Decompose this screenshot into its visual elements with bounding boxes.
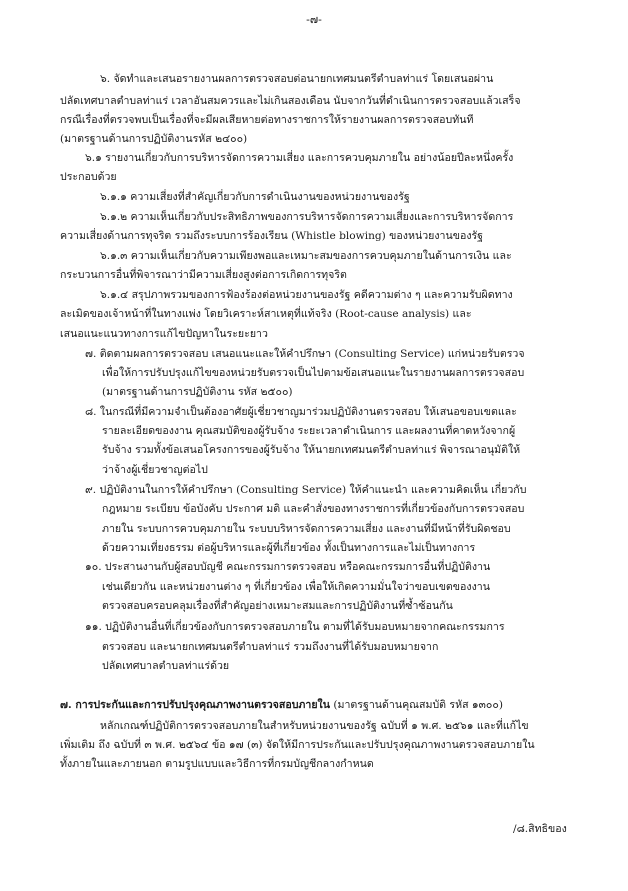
- continuation-footer: /๘.สิทธิของ: [513, 823, 567, 835]
- text-line: ความเสี่ยงด้านการทุจริต รวมถึงระบบการร้องเรียน (Whistle blowing) ของหน่วยงานของรัฐ: [60, 230, 484, 242]
- text-line: เสนอแนะแนวทางการแก้ไขปัญหาในระยะยาว: [60, 328, 268, 340]
- text-line: ภายใน ระบบการควบคุมภายใน ระบบบริหารจัดการความเสี่ยง และงานที่มีหน้าที่รับผิดชอบ: [102, 523, 511, 535]
- text-line: ว่าจ้างผู้เชี่ยวชาญต่อไป: [102, 464, 208, 476]
- text-line: ละเมิดของเจ้าหน้าที่ในทางแพ่ง โดยวิเคราะห์สาเหตุที่แท้จริง (Root-cause analysis) และ: [60, 308, 472, 320]
- text-line: ๑๑. ปฏิบัติงานอื่นที่เกี่ยวข้องกับการตรวจสอบภายใน ตามที่ได้รับมอบหมายจากคณะกรรมการ: [85, 621, 505, 633]
- text-line: รายละเอียดของงาน คุณสมบัติของผู้รับจ้าง ระยะเวลาดำเนินการ และผลงานที่คาดหวังจากผู้: [102, 425, 516, 437]
- text-line: เพิ่มเติม ถึง ฉบับที่ ๓ พ.ศ. ๒๕๖๔ ข้อ ๑๗ (๓) จัดให้มีการประกันและปรับปรุงคุณภาพงานตรวจสอบภายใน: [60, 739, 535, 751]
- text-line: ๖.๑.๑ ความเสี่ยงที่สำคัญเกี่ยวกับการดำเนินงานของหน่วยงานของรัฐ: [100, 191, 410, 203]
- text-line: ๘. ในกรณีที่มีความจำเป็นต้องอาศัยผู้เชี่ยวชาญมาร่วมปฏิบัติงานตรวจสอบ ให้เสนอขอบเขตและ: [85, 406, 517, 418]
- text-line: กฎหมาย ระเบียบ ข้อบังคับ ประกาศ มติ และคำสั่งของทางราชการที่เกี่ยวข้องกับการตรวจสอบ: [102, 503, 525, 515]
- text-line: ด้วยความเที่ยงธรรม ต่อผู้บริหารและผู้ที่เกี่ยวข้อง ทั้งเป็นทางการและไม่เป็นทางการ: [102, 542, 476, 554]
- text-line: ๖.๑.๔ สรุปภาพรวมของการฟ้องร้องต่อหน่วยงานของรัฐ คดีความต่าง ๆ และความรับผิดทาง: [100, 289, 513, 301]
- text-line: ๖.๑ รายงานเกี่ยวกับการบริหารจัดการความเสี่ยง และการควบคุมภายใน อย่างน้อยปีละหนึ่งครั้ง: [85, 152, 514, 164]
- text-line: ตรวจสอบครอบคลุมเรื่องที่สำคัญอย่างเหมาะสมและการปฏิบัติงานที่ซ้ำซ้อนกัน: [102, 600, 453, 612]
- text-line: ปลัดเทศบาลตำบลท่าแร่ เวลาอันสมควรและไม่เกินสองเดือน นับจากวันที่ดำเนินการตรวจสอบแล้วเสร็จ: [60, 95, 521, 107]
- text-line: กรณีเรื่องที่ตรวจพบเป็นเรื่องที่จะมีผลเสียหายต่อทางราชการให้รายงานผลการตรวจสอบทันที: [60, 114, 474, 126]
- text-line: ๖. จัดทำและเสนอรายงานผลการตรวจสอบต่อนายกเทศมนตรีตำบลท่าแร่ โดยเสนอผ่าน: [100, 73, 494, 85]
- text-line: (มาตรฐานด้านการปฏิบัติงานรหัส ๒๔๐๐): [60, 133, 248, 145]
- text-line: ปลัดเทศบาลตำบลท่าแร่ด้วย: [102, 660, 230, 672]
- section-heading-title: ๗. การประกันและการปรับปรุงคุณภาพงานตรวจสอบภายใน: [60, 699, 330, 711]
- text-line: เช่นเดียวกัน และหน่วยงานต่าง ๆ ที่เกี่ยวข้อง เพื่อให้เกิดความมั่นใจว่าขอบเขตของงาน: [102, 581, 490, 593]
- text-line: ตรวจสอบ และนายกเทศมนตรีตำบลท่าแร่ รวมถึงงานที่ได้รับมอบหมายจาก: [102, 641, 439, 653]
- text-line: ๖.๑.๒ ความเห็นเกี่ยวกับประสิทธิภาพของการบริหารจัดการความเสี่ยงและการบริหารจัดการ: [100, 211, 514, 223]
- text-line: รับจ้าง รวมทั้งข้อเสนอโครงการของผู้รับจ้าง ให้นายกเทศมนตรีตำบลท่าแร่ พิจารณาอนุมัติให้: [102, 444, 521, 456]
- text-line: ๙. ปฏิบัติงานในการให้คำปรึกษา (Consulting Service) ให้คำแนะนำ และความคิดเห็น เกี่ยวกับ: [85, 484, 527, 496]
- text-line: ประกอบด้วย: [60, 171, 117, 183]
- section-heading-standard: (มาตรฐานด้านคุณสมบัติ รหัส ๑๓๐๐): [329, 699, 503, 711]
- text-line: กระบวนการอื่นที่พิจารณาว่ามีความเสี่ยงสูงต่อการเกิดการทุจริต: [60, 269, 347, 281]
- section-heading: [60, 698, 503, 712]
- text-line: ทั้งภายในและภายนอก ตามรูปแบบและวิธีการที่กรมบัญชีกลางกำหนด: [60, 758, 374, 770]
- text-line: (มาตรฐานด้านการปฏิบัติงาน รหัส ๒๕๐๐): [102, 386, 293, 398]
- text-line: ๖.๑.๓ ความเห็นเกี่ยวกับความเพียงพอและเหมาะสมของการควบคุมภายในด้านการเงิน และ: [100, 250, 512, 262]
- text-line: หลักเกณฑ์ปฏิบัติการตรวจสอบภายในสำหรับหน่วยงานของรัฐ ฉบับที่ ๑ พ.ศ. ๒๕๖๑ และที่แก้ไข: [100, 720, 529, 732]
- page-number: -๗-: [306, 13, 322, 26]
- text-line: ๑๐. ประสานงานกับผู้สอบบัญชี คณะกรรมการตรวจสอบ หรือคณะกรรมการอื่นที่ปฏิบัติงาน: [85, 561, 491, 573]
- text-line: เพื่อให้การปรับปรุงแก้ไขของหน่วยรับตรวจเป็นไปตามข้อเสนอแนะในรายงานผลการตรวจสอบ: [102, 367, 525, 379]
- text-line: ๗. ติดตามผลการตรวจสอบ เสนอแนะและให้คำปรึกษา (Consulting Service) แก่หน่วยรับตรวจ: [85, 348, 525, 360]
